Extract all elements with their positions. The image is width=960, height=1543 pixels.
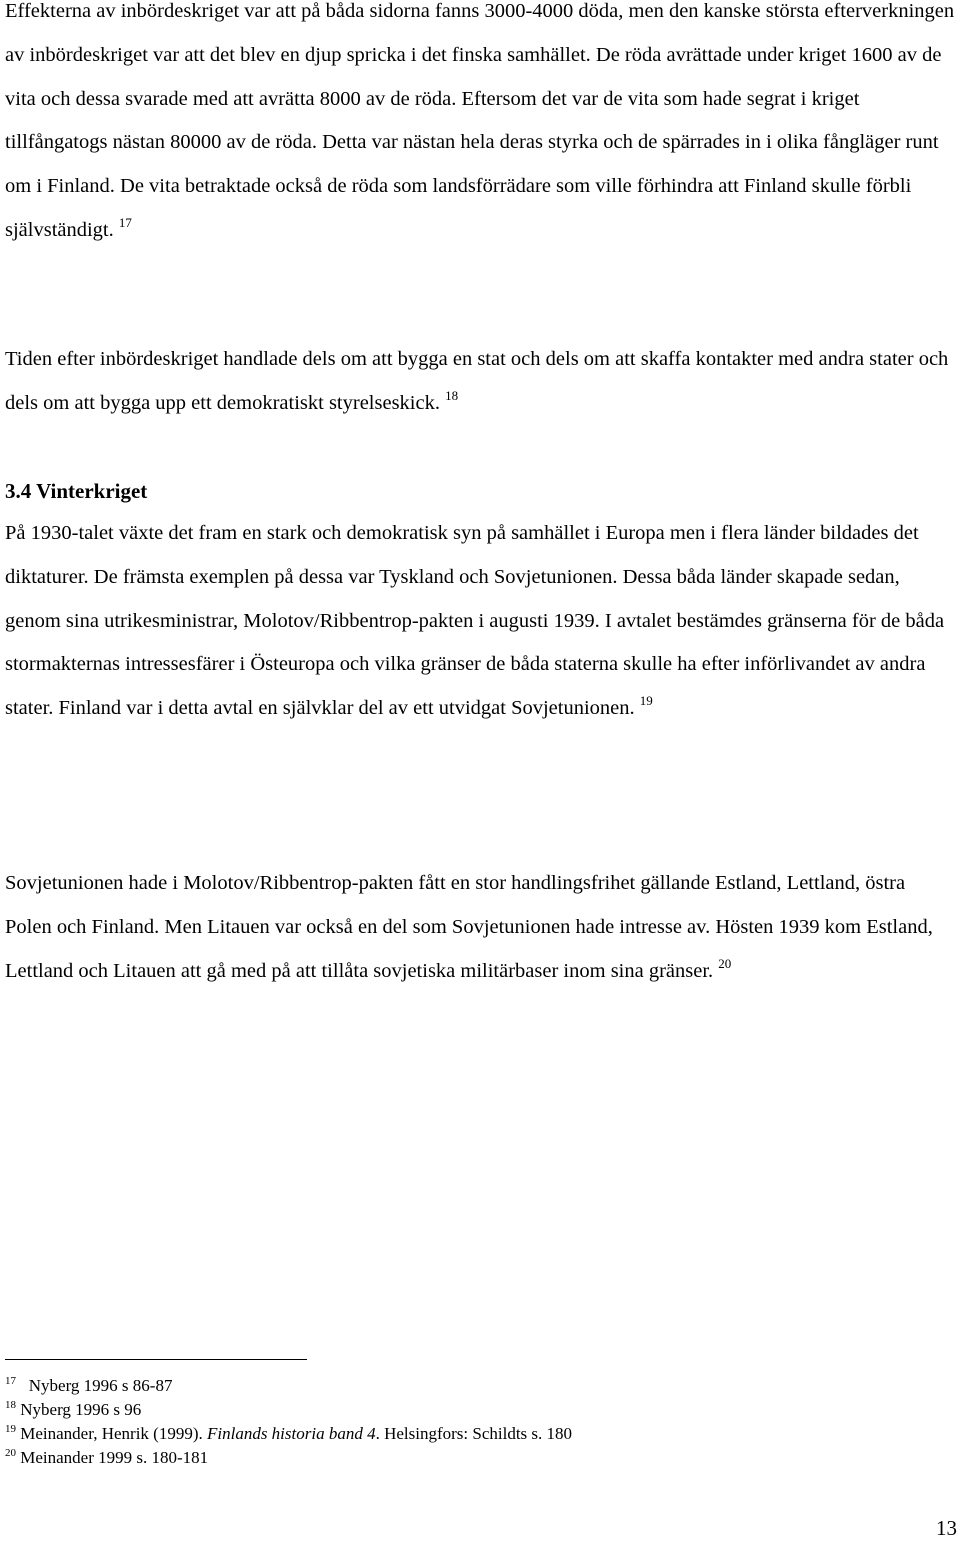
footnote-20 bbox=[5, 1446, 905, 1470]
paragraph-text: På 1930-talet växte det fram en stark och demokratisk syn på samhället i Europa men i flera länder bildades det diktaturer. De främsta exemplen på dessa var Tyskland och Sovjetunionen. Dessa båda länder skapade sedan, genom sina utrikesministrar, Molotov/Ribbentrop-pakten i augusti 1939. I avtalet bestämdes gränserna för de båda stormakternas intressesfärer i Östeuropa och vilka gränser de båda staterna skulle ha efter införlivandet av andra stater. Finland var i detta avtal en självklar del av ett utvidgat Sovjetunionen. bbox=[5, 522, 945, 720]
paragraph-inbordeskrigets-effekter bbox=[5, 0, 955, 253]
page-number: 13 bbox=[936, 1516, 957, 1540]
footnotes bbox=[5, 1374, 905, 1470]
paragraph-tiden-efter bbox=[5, 338, 955, 426]
footnote-19 bbox=[5, 1422, 905, 1446]
footnote-number: 19 bbox=[5, 1423, 16, 1435]
paragraph-handlingsfrihet bbox=[5, 862, 955, 993]
footnote-ref-18[interactable]: 18 bbox=[445, 387, 459, 403]
footnote-text-author: Meinander, Henrik (1999). bbox=[20, 1424, 207, 1443]
paragraph-text: Tiden efter inbördeskriget handlade dels om att bygga en stat och dels om att skaffa kontakter med andra stater och dels om att bygga upp ett demokratiskt styrelseskick. bbox=[5, 348, 949, 414]
section-heading: 3.4 Vinterkriget bbox=[5, 479, 148, 503]
footnote-ref-19[interactable]: 19 bbox=[639, 693, 653, 709]
paragraph-text: Effekterna av inbördeskriget var att på båda sidorna fanns 3000-4000 döda, men den kanske största efterverkningen av inbördeskriget var att det blev en djup spricka i det finska samhället. De röda avrättade under kriget 1600 av de vita och dessa svarade med att avrätta 8000 av de röda. Eftersom det var de vita som hade segrat i kriget tillfångatogs nästan 80000 av de röda. Detta var nästan hela deras styrka och de spärrades in i olika fångläger runt om i Finland. De vita betraktade också de röda som landsförrädare som ville förhindra att Finland skulle förbli självständigt. bbox=[5, 0, 955, 241]
footnote-number: 18 bbox=[5, 1399, 16, 1411]
footnote-number: 20 bbox=[5, 1447, 16, 1459]
footnote-ref-20[interactable]: 20 bbox=[718, 955, 732, 971]
footnote-17 bbox=[5, 1374, 905, 1398]
footnote-text-publisher: . Helsingfors: Schildts s. 180 bbox=[375, 1424, 573, 1443]
footnote-number: 17 bbox=[5, 1375, 16, 1387]
footnote-text: Nyberg 1996 s 86-87 bbox=[28, 1376, 173, 1395]
footnote-book-title: Finlands historia band 4 bbox=[206, 1424, 376, 1443]
footnote-separator bbox=[5, 1359, 307, 1360]
paragraph-text: Sovjetunionen hade i Molotov/Ribbentrop-pakten fått en stor handlingsfrihet gällande Estland, Lettland, östra Polen och Finland. Men Litauen var också en del som Sovjetunionen hade intresse av. Hösten 1939 kom Estland, Lettland och Litauen att gå med på att tillåta sovjetiska militärbaser inom sina gränser. bbox=[5, 872, 933, 982]
footnote-text: Nyberg 1996 s 96 bbox=[20, 1400, 142, 1419]
footnote-ref-17[interactable]: 17 bbox=[118, 214, 132, 230]
footnote-text: Meinander 1999 s. 180-181 bbox=[20, 1448, 209, 1467]
footnote-18 bbox=[5, 1398, 905, 1422]
paragraph-1930-talet bbox=[5, 512, 955, 731]
